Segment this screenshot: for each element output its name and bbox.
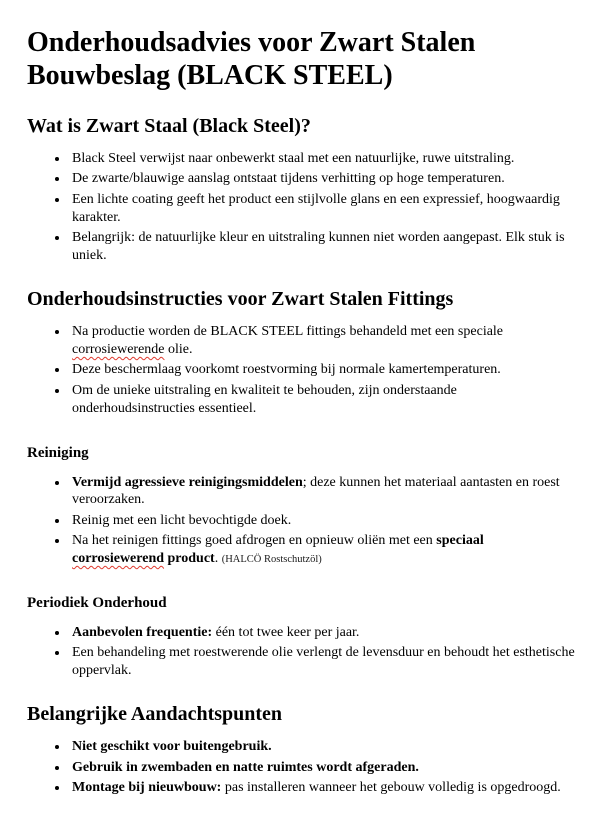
subsection-heading-periodic: Periodiek Onderhoud	[27, 595, 167, 612]
list-item	[69, 191, 579, 227]
text-run: Niet geschikt voor buitengebruik.	[72, 739, 272, 755]
list-item	[69, 532, 579, 568]
annotation-text: (HALCÖ Rostschutzöl)	[221, 554, 322, 566]
instructions-list	[27, 323, 579, 418]
text-run: olie.	[164, 341, 193, 357]
list-item	[69, 323, 579, 359]
what-is-list	[27, 150, 579, 265]
list-item	[69, 361, 579, 379]
list-item	[69, 150, 579, 168]
text-run: Om de unieke uitstraling en kwaliteit te behouden, zijn onderstaande onderhoudsinstructies essentieel.	[72, 382, 457, 416]
text-run: De zwarte/blauwige aanslag ontstaat tijdens verhitting op hoge temperaturen.	[72, 171, 505, 187]
page-title: Onderhoudsadvies voor Zwart Stalen Bouwbeslag (BLACK STEEL)	[27, 27, 476, 92]
text-run: Vermijd agressieve reinigingsmiddelen	[72, 474, 303, 490]
attention-list	[27, 738, 579, 797]
text-run: pas installeren wanneer het gebouw volledig is opgedroogd.	[221, 780, 561, 796]
list-item	[69, 512, 579, 530]
text-run: speciaal	[436, 533, 484, 549]
periodic-list	[27, 624, 579, 680]
section-heading-attention: Belangrijke Aandachtspunten	[27, 703, 283, 726]
text-run: Black Steel verwijst naar onbewerkt staal met een natuurlijke, ruwe uitstraling.	[72, 151, 515, 167]
text-run: Aanbevolen frequentie:	[72, 625, 213, 641]
text-run: Deze beschermlaag voorkomt roestvorming bij normale kamertemperaturen.	[72, 362, 501, 378]
subsection-heading-cleaning: Reiniging	[27, 444, 89, 461]
text-run: ; deze kunnen het materiaal aantasten en roest veroorzaken.	[72, 474, 560, 508]
list-item	[69, 624, 579, 642]
list-item	[69, 170, 579, 188]
list-item	[69, 474, 579, 510]
list-item	[69, 382, 579, 418]
text-run: corrosiewerende	[72, 341, 165, 357]
section-heading-what-is: Wat is Zwart Staal (Black Steel)?	[27, 115, 311, 138]
text-run: corrosiewerend	[72, 551, 165, 567]
text-run: Montage bij nieuwbouw:	[72, 780, 222, 796]
list-item	[69, 738, 579, 756]
list-item	[69, 779, 579, 797]
list-item	[69, 229, 579, 265]
text-run: Na het reinigen fittings goed afdrogen en opnieuw oliën met een	[72, 533, 437, 549]
text-run: Reinig met een licht bevochtigde doek.	[72, 512, 292, 528]
text-run: Een behandeling met roestwerende olie verlengt de levensduur en behoudt het esthetische oppervlak.	[72, 645, 575, 679]
section-heading-instructions: Onderhoudsinstructies voor Zwart Stalen Fittings	[27, 288, 454, 310]
text-run: product	[164, 551, 215, 567]
text-run: één tot twee keer per jaar.	[212, 625, 360, 641]
text-run: Na productie worden de BLACK STEEL fittings behandeld met een speciale	[72, 324, 504, 339]
text-run: Een lichte coating geeft het product een stijlvolle glans en een expressief, hoogwaardig karakter.	[72, 191, 560, 225]
cleaning-list	[27, 474, 579, 569]
list-item	[69, 644, 579, 680]
list-item	[69, 759, 579, 777]
text-run: .	[214, 551, 222, 567]
text-run: Gebruik in zwembaden en natte ruimtes wordt afgeraden.	[72, 759, 419, 775]
text-run: Belangrijk: de natuurlijke kleur en uitstraling kunnen niet worden aangepast. Elk stuk is uniek.	[72, 230, 565, 264]
